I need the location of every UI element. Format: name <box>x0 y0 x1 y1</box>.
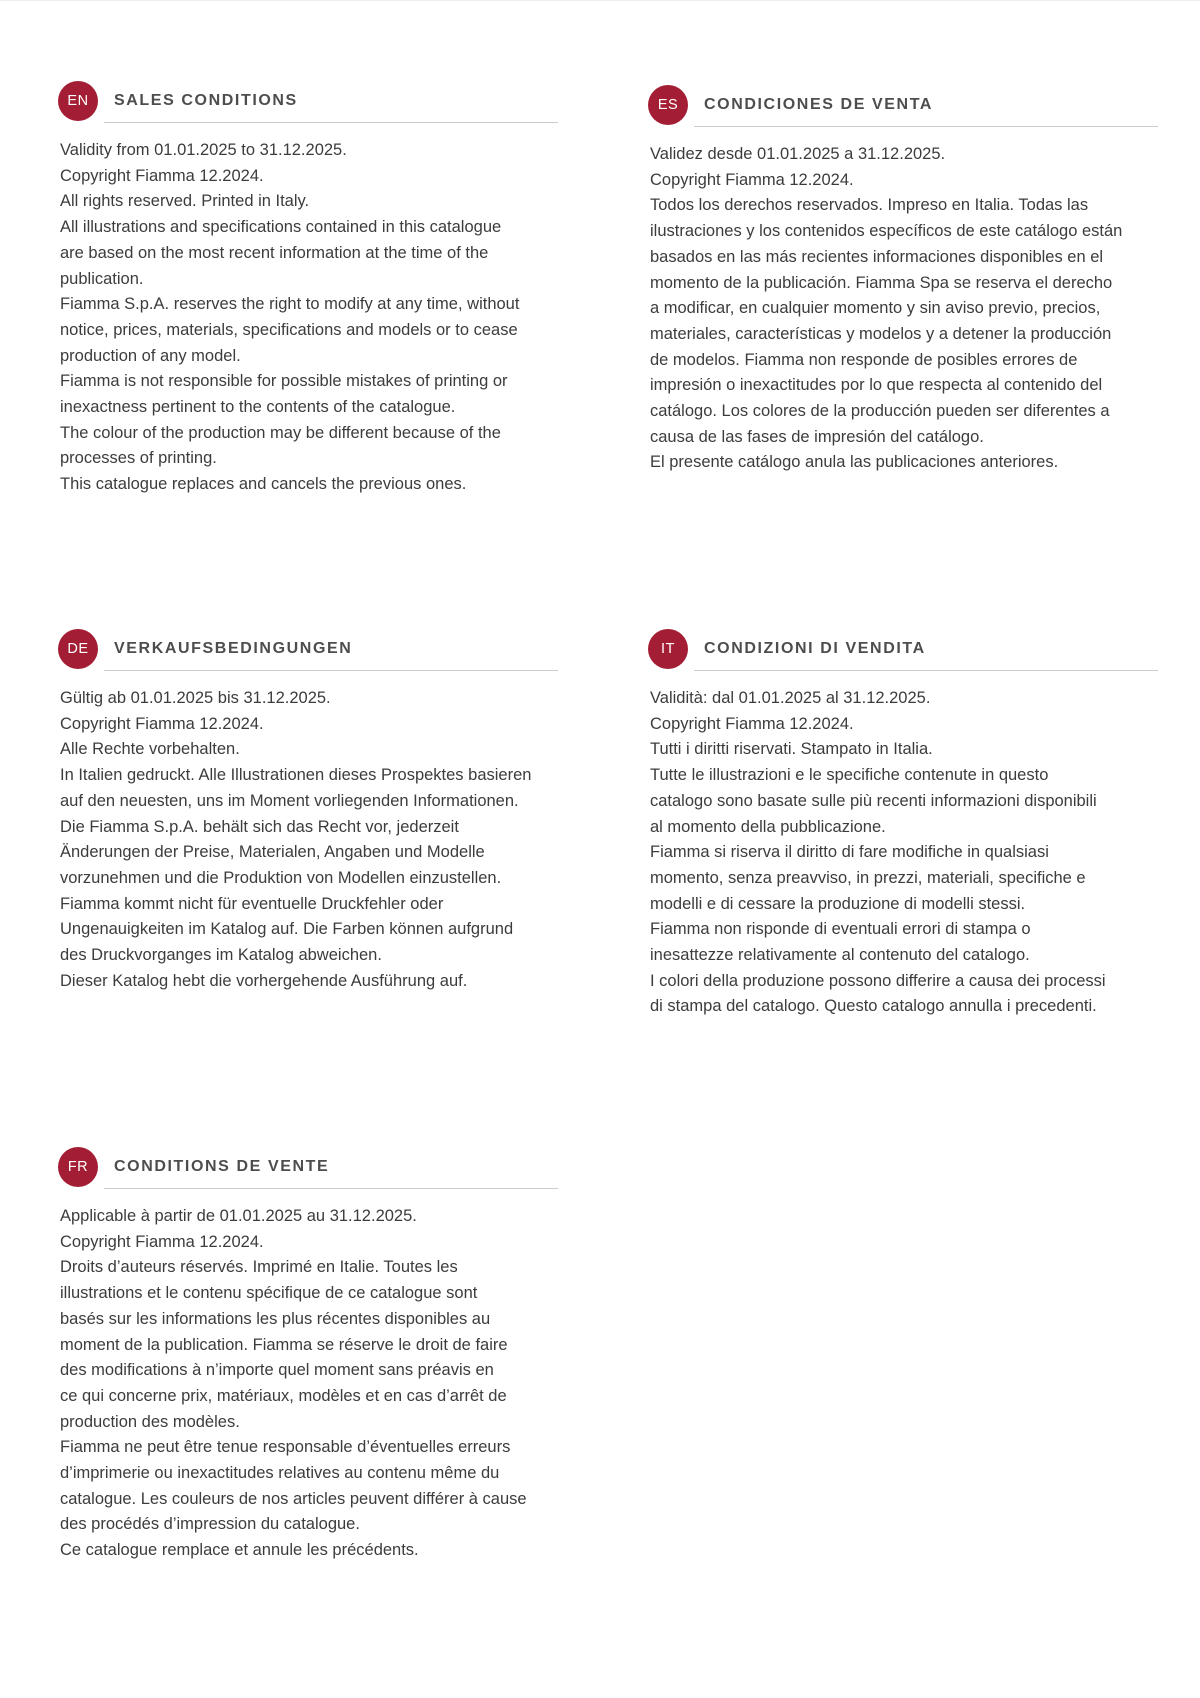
text-line: des Druckvorganges im Katalog abweichen. <box>60 946 382 965</box>
section-divider <box>104 670 558 671</box>
text-line: Droits d’auteurs réservés. Imprimé en Italie. Toutes les <box>60 1258 458 1277</box>
text-line: are based on the most recent information at the time of the <box>60 243 489 262</box>
text-line: production of any model. <box>60 346 241 365</box>
section-title-en: SALES CONDITIONS <box>114 92 298 109</box>
text-line: Änderungen der Preise, Materialen, Angaben und Modelle <box>60 843 485 862</box>
text-line: Alle Rechte vorbehalten. <box>60 740 240 759</box>
text-line: basados en las más recientes informaciones disponibles en el <box>650 247 1104 266</box>
language-badge-es: ES <box>648 85 688 125</box>
language-badge-en: EN <box>58 81 98 121</box>
section-title-it: CONDIZIONI DI VENDITA <box>704 640 926 657</box>
text-line: impresión o inexactitudes por lo que respecta al contenido del <box>650 376 1103 395</box>
text-line: El presente catálogo anula las publicaciones anteriores. <box>650 453 1059 472</box>
language-badge-fr: FR <box>58 1147 98 1187</box>
text-line: des modifications à n’importe quel moment sans préavis en <box>60 1361 494 1380</box>
text-line: Gültig ab 01.01.2025 bis 31.12.2025. <box>60 689 331 707</box>
text-line: Copyright Fiamma 12.2024. <box>650 714 854 733</box>
section-body-fr <box>58 1189 558 1564</box>
text-line: All rights reserved. Printed in Italy. <box>60 192 310 211</box>
text-line: des procédés d’impression du catalogue. <box>60 1515 360 1534</box>
text-line: All illustrations and specifications contained in this catalogue <box>60 218 502 237</box>
text-line: inesattezze relativamente al contenuto del catalogo. <box>650 946 1030 965</box>
text-line: Dieser Katalog hebt die vorhergehende Ausführung auf. <box>60 971 468 990</box>
text-line: production des modèles. <box>60 1412 240 1431</box>
text-line: catálogo. Los colores de la producción pueden ser diferentes a <box>650 402 1110 421</box>
text-line: Tutti i diritti riservati. Stampato in Italia. <box>650 740 933 759</box>
section-header <box>58 1147 558 1189</box>
text-line: Fiamma ne peut être tenue responsable d’éventuelles erreurs <box>60 1438 511 1457</box>
text-line: processes of printing. <box>60 449 217 468</box>
text-line: materiales, características y modelos y a detener la producción <box>650 324 1112 343</box>
text-line: Ungenauigkeiten im Katalog auf. Die Farben können aufgrund <box>60 920 514 939</box>
text-line: Applicable à partir de 01.01.2025 au 31.12.2025. <box>60 1207 417 1225</box>
section-body-es <box>648 127 1158 476</box>
text-line: Validity from 01.01.2025 to 31.12.2025. <box>60 141 347 159</box>
text-line: Fiamma non risponde di eventuali errori di stampa o <box>650 920 1031 939</box>
text-line: Fiamma is not responsible for possible mistakes of printing or <box>60 372 508 391</box>
text-line: Fiamma si riserva il diritto di fare modifiche in qualsiasi <box>650 843 1049 862</box>
section-es-condiciones-de-venta <box>648 85 1158 476</box>
section-body-en <box>58 123 558 498</box>
text-line: Copyright Fiamma 12.2024. <box>60 1232 264 1251</box>
text-line: Die Fiamma S.p.A. behält sich das Recht vor, jederzeit <box>60 817 459 836</box>
text-line: momento de la publicación. Fiamma Spa se reserva el derecho <box>650 273 1113 292</box>
text-line: auf den neuesten, uns im Moment vorliegenden Informationen. <box>60 791 519 810</box>
text-line: modelli e di cessare la produzione di modelli stessi. <box>650 894 1026 913</box>
text-line: a modificar, en cualquier momento y sin aviso previo, precios, <box>650 299 1101 318</box>
section-divider <box>694 670 1158 671</box>
text-line: ilustraciones y los contenidos específicos de este catálogo están <box>650 222 1123 241</box>
text-line: Fiamma S.p.A. reserves the right to modify at any time, without <box>60 295 520 314</box>
text-line: catalogo sono basate sulle più recenti informazioni disponibili <box>650 791 1097 810</box>
text-line: ce qui concerne prix, matériaux, modèles et en cas d’arrêt de <box>60 1386 507 1405</box>
text-line: The colour of the production may be different because of the <box>60 423 501 442</box>
text-line: causa de las fases de impresión del catálogo. <box>650 427 984 446</box>
text-line: inexactness pertinent to the contents of the catalogue. <box>60 398 456 417</box>
text-line: This catalogue replaces and cancels the previous ones. <box>60 475 467 494</box>
text-line: Ce catalogue remplace et annule les précédents. <box>60 1541 419 1560</box>
text-line: Copyright Fiamma 12.2024. <box>60 166 264 185</box>
text-line: Validez desde 01.01.2025 a 31.12.2025. <box>650 145 946 163</box>
text-line: vorzunehmen und die Produktion von Modellen einzustellen. <box>60 868 502 887</box>
text-line: publication. <box>60 269 144 288</box>
section-title-es: CONDICIONES DE VENTA <box>704 96 934 113</box>
language-badge-it: IT <box>648 629 688 669</box>
text-line: moment de la publication. Fiamma se réserve le droit de faire <box>60 1335 508 1354</box>
section-header <box>648 85 1158 127</box>
section-title-fr: CONDITIONS DE VENTE <box>114 1158 330 1175</box>
section-body-it <box>648 671 1158 1020</box>
section-divider <box>104 122 558 123</box>
text-line: Fiamma kommt nicht für eventuelle Druckfehler oder <box>60 894 444 913</box>
text-line: de modelos. Fiamma non responde de posibles errores de <box>650 350 1078 369</box>
section-header <box>648 629 1158 671</box>
section-header <box>58 81 558 123</box>
text-line: Copyright Fiamma 12.2024. <box>60 714 264 733</box>
text-line: d’imprimerie ou inexactitudes relatives au contenu même du <box>60 1464 500 1483</box>
section-en-sales-conditions <box>58 81 558 498</box>
text-line: al momento della pubblicazione. <box>650 817 886 836</box>
section-header <box>58 629 558 671</box>
language-badge-de: DE <box>58 629 98 669</box>
section-divider <box>694 126 1158 127</box>
text-line: basés sur les informations les plus récentes disponibles au <box>60 1309 491 1328</box>
section-body-de <box>58 671 558 994</box>
text-line: Todos los derechos reservados. Impreso en Italia. Todas las <box>650 196 1089 215</box>
section-divider <box>104 1188 558 1189</box>
text-line: Validità: dal 01.01.2025 al 31.12.2025. <box>650 689 931 707</box>
section-fr-conditions-de-vente <box>58 1147 558 1564</box>
text-line: I colori della produzione possono differire a causa dei processi <box>650 971 1106 990</box>
text-line: Copyright Fiamma 12.2024. <box>650 170 854 189</box>
section-de-verkaufsbedingungen <box>58 629 558 994</box>
text-line: notice, prices, materials, specifications and models or to cease <box>60 320 518 339</box>
text-line: illustrations et le contenu spécifique de ce catalogue sont <box>60 1284 478 1303</box>
text-line: di stampa del catalogo. Questo catalogo annulla i precedenti. <box>650 997 1097 1016</box>
text-line: In Italien gedruckt. Alle Illustrationen dieses Prospektes basieren <box>60 766 532 785</box>
text-line: Tutte le illustrazioni e le specifiche contenute in questo <box>650 766 1049 785</box>
text-line: momento, senza preavviso, in prezzi, materiali, specifiche e <box>650 868 1086 887</box>
section-title-de: VERKAUFSBEDINGUNGEN <box>114 640 353 657</box>
text-line: catalogue. Les couleurs de nos articles peuvent différer à cause <box>60 1489 527 1508</box>
section-it-condizioni-di-vendita <box>648 629 1158 1020</box>
